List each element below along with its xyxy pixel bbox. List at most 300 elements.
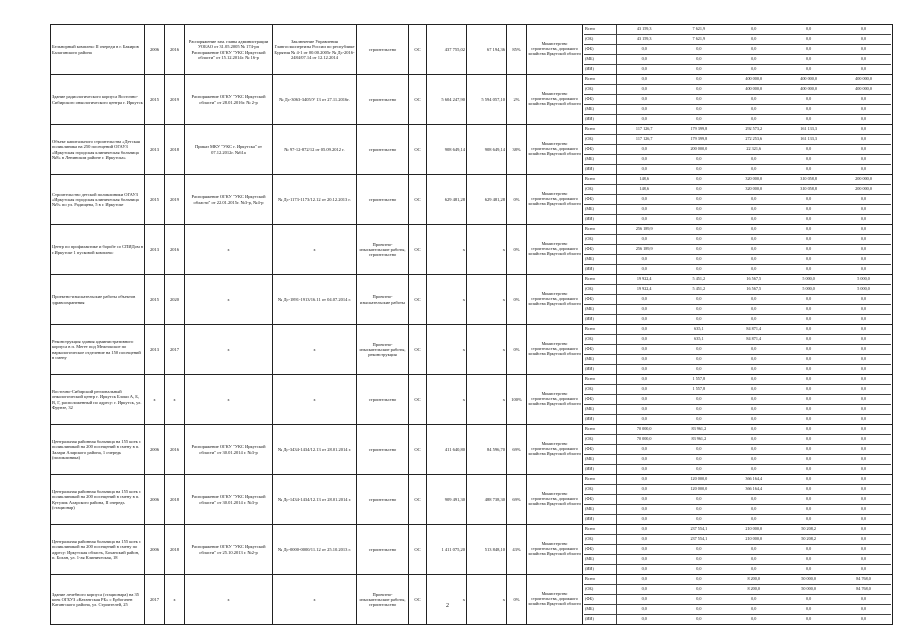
funding-row xyxy=(584,285,891,295)
expertise-cell: Заключение Управления Главгосэкспертизы России по республике Бурятия № 4-1 от 00.00.2005г № Дс-2016-2484/07.14 от 12.12.2014 xyxy=(273,25,357,75)
funding-value: 0,0 xyxy=(781,495,836,505)
funding-source-label: Всего xyxy=(584,425,617,435)
funding-value: 0,0 xyxy=(781,245,836,255)
funding-source-label: (ИИ) xyxy=(584,615,617,625)
work-type-cell: строительство xyxy=(357,525,409,575)
end-year-cell: 2018 xyxy=(165,525,185,575)
funding-breakdown-table xyxy=(584,525,891,574)
estimated-cost-cell: 5 604 247,90 xyxy=(427,75,467,125)
funding-value: 0,0 xyxy=(617,305,672,315)
funding-value: 5 451,2 xyxy=(671,285,726,295)
funding-value: 0,0 xyxy=(671,575,726,585)
funding-value: 256 189,9 xyxy=(617,245,672,255)
funding-value: 0,0 xyxy=(726,425,781,435)
funding-value: 16 567,5 xyxy=(726,285,781,295)
funding-value: 0,0 xyxy=(671,455,726,465)
funding-source-label: (ОБ) xyxy=(584,585,617,595)
expertise-cell: х xyxy=(273,575,357,625)
end-year-cell: 2016 xyxy=(165,425,185,475)
funding-value: 0,0 xyxy=(751,266,757,272)
funding-value: 0,0 xyxy=(726,345,781,355)
table-row xyxy=(51,25,893,75)
funding-value: 0,0 xyxy=(781,295,836,305)
funding-value: 7 621,9 xyxy=(671,25,726,35)
end-year-cell: 2019 xyxy=(165,175,185,225)
funding-source-label: (МБ) xyxy=(584,505,617,515)
start-year-cell: 2015 xyxy=(145,175,165,225)
funding-source-label: (ИИ) xyxy=(584,165,617,175)
funding-value: 0,0 xyxy=(836,535,891,545)
funding-source-label: (МБ) xyxy=(584,255,617,265)
funding-value: 400 000,0 xyxy=(781,85,836,95)
funding-row xyxy=(584,315,891,325)
funding-value: 200 000,0 xyxy=(836,185,891,195)
end-year-cell: 2018 xyxy=(165,475,185,525)
ownership-cell: ОС xyxy=(409,425,427,475)
funding-source-label: (ИИ) xyxy=(584,115,617,125)
funding-value: 0,0 xyxy=(860,466,867,472)
funding-value: 0,0 xyxy=(806,566,812,572)
funding-source-label: (ИИ) xyxy=(584,365,617,375)
funding-value: 0,0 xyxy=(726,95,781,105)
customer-cell: Министерство строительства, дорожного хозяйства Иркутской области xyxy=(527,275,583,325)
funding-row xyxy=(584,335,891,345)
funding-value: 0,0 xyxy=(617,325,672,335)
funding-value: 0,0 xyxy=(726,455,781,465)
funding-value: 0,0 xyxy=(617,75,672,85)
funding-breakdown-table xyxy=(584,175,891,224)
funding-value: 19 922,4 xyxy=(617,275,672,285)
funding-row xyxy=(584,175,891,185)
funding-value: 0,0 xyxy=(726,405,781,415)
funding-value: 0,0 xyxy=(836,405,891,415)
funding-value: 0,0 xyxy=(696,516,702,522)
ownership-cell: ОС xyxy=(409,25,427,75)
table-row xyxy=(51,175,893,225)
funding-value: 0,0 xyxy=(806,466,812,472)
funding-value: 0,0 xyxy=(751,166,757,172)
funding-value: 0,0 xyxy=(836,445,891,455)
funding-cell xyxy=(583,375,893,425)
remaining-cost-cell: х xyxy=(467,225,507,275)
funding-value: 0,0 xyxy=(806,166,812,172)
funding-row xyxy=(584,225,891,235)
work-type-cell: строительство xyxy=(357,125,409,175)
start-year-cell: х xyxy=(145,375,165,425)
funding-row xyxy=(584,115,891,125)
funding-value: 0,0 xyxy=(806,316,812,322)
funding-cell xyxy=(583,525,893,575)
funding-value: 0,0 xyxy=(860,516,867,522)
end-year-cell: 2017 xyxy=(165,325,185,375)
funding-value: 0,0 xyxy=(836,355,891,365)
funding-value: 8 200,0 xyxy=(726,575,781,585)
funding-source-label: (ФБ) xyxy=(584,95,617,105)
funding-source-label: (ОБ) xyxy=(584,135,617,145)
funding-value: 0,0 xyxy=(781,595,836,605)
funding-row xyxy=(584,435,891,445)
funding-value: 0,0 xyxy=(726,305,781,315)
funding-value: 179 399,8 xyxy=(671,135,726,145)
funding-cell xyxy=(583,125,893,175)
funding-value: 0,0 xyxy=(836,255,891,265)
work-type-cell: строительство xyxy=(357,425,409,475)
funding-row xyxy=(584,35,891,45)
readiness-percent-cell: 0% xyxy=(507,275,527,325)
funding-value: 0,0 xyxy=(671,585,726,595)
funding-value: 0,0 xyxy=(671,175,726,185)
remaining-cost-cell: 629 481,28 xyxy=(467,175,507,225)
funding-value: 0,0 xyxy=(806,616,812,622)
table-row xyxy=(51,125,893,175)
readiness-percent-cell: 2% xyxy=(507,75,527,125)
funding-value: 0,0 xyxy=(726,45,781,55)
funding-value: 0,0 xyxy=(806,116,812,122)
funding-row xyxy=(584,25,891,35)
funding-value: 7 621,9 xyxy=(671,35,726,45)
remaining-cost-cell: 84 596,70 xyxy=(467,425,507,475)
ownership-cell: ОС xyxy=(409,575,427,625)
work-type-cell: строительство xyxy=(357,175,409,225)
funding-row xyxy=(584,365,891,375)
funding-value: 0,0 xyxy=(836,485,891,495)
funding-value: 310 058,8 xyxy=(781,175,836,185)
funding-value: 0,0 xyxy=(836,345,891,355)
funding-value: 0,0 xyxy=(751,566,757,572)
funding-value: 0,0 xyxy=(836,145,891,155)
object-name-cell: Центр по профилактике и борьбе со СПИДом в г.Иркутске 1 пусковой комплекс xyxy=(51,225,145,275)
funding-row xyxy=(584,465,891,475)
funding-value: 0,0 xyxy=(696,216,702,222)
funding-value: 0,0 xyxy=(671,355,726,365)
funding-source-label: Всего xyxy=(584,75,617,85)
funding-row xyxy=(584,165,891,175)
estimated-cost-cell: х xyxy=(427,325,467,375)
customer-cell: Министерство строительства, дорожного хозяйства Иркутской области xyxy=(527,375,583,425)
funding-value: 0,0 xyxy=(781,55,836,65)
funding-value: 0,0 xyxy=(860,66,867,72)
funding-source-label: (ОБ) xyxy=(584,85,617,95)
funding-value: 0,0 xyxy=(836,495,891,505)
funding-source-label: (ОБ) xyxy=(584,235,617,245)
work-type-cell: Проектно-изыскательские работы, реконструкция xyxy=(357,325,409,375)
customer-cell: Министерство строительства, дорожного хозяйства Иркутской области xyxy=(527,425,583,475)
customer-cell: Министерство строительства, дорожного хозяйства Иркутской области xyxy=(527,325,583,375)
funding-value: 366 164,4 xyxy=(726,485,781,495)
funding-value: 0,0 xyxy=(641,416,647,422)
funding-value: 0,0 xyxy=(781,395,836,405)
funding-value: 5 000,0 xyxy=(836,275,891,285)
funding-value: 0,0 xyxy=(836,395,891,405)
object-name-cell: Здание лечебного корпуса (стационара) на 35 коек ОГБУЗ «Катангская РБ» с Ербогачен Катангского района, ул. Строителей, 25 xyxy=(51,575,145,625)
funding-row xyxy=(584,345,891,355)
funding-value: 0,0 xyxy=(781,455,836,465)
customer-cell: Министерство строительства, дорожного хозяйства Иркутской области xyxy=(527,75,583,125)
funding-value: 1 557,8 xyxy=(671,375,726,385)
funding-value: 272 253,6 xyxy=(726,135,781,145)
funding-value: 0,0 xyxy=(836,435,891,445)
start-year-cell: 2006 xyxy=(145,525,165,575)
funding-value: 0,0 xyxy=(671,195,726,205)
funding-cell xyxy=(583,25,893,75)
funding-value: 0,0 xyxy=(726,385,781,395)
funding-source-label: (МБ) xyxy=(584,55,617,65)
funding-value: 1 557,8 xyxy=(671,385,726,395)
table-row xyxy=(51,225,893,275)
funding-source-label: (ИИ) xyxy=(584,515,617,525)
funding-value: 0,0 xyxy=(696,116,702,122)
funding-source-label: Всего xyxy=(584,125,617,135)
funding-value: 0,0 xyxy=(617,445,672,455)
funding-value: 0,0 xyxy=(751,416,757,422)
funding-value: 0,0 xyxy=(696,366,702,372)
expertise-cell: № Дс-1173-1173/12.12 от 20.12.2013 г. xyxy=(273,175,357,225)
funding-value: 0,0 xyxy=(860,116,867,122)
ownership-cell: ОС xyxy=(409,125,427,175)
funding-breakdown-table xyxy=(584,325,891,374)
funding-row xyxy=(584,355,891,365)
funding-value: 43 159,3 xyxy=(617,25,672,35)
funding-cell xyxy=(583,425,893,475)
start-year-cell: 2013 xyxy=(145,325,165,375)
funding-source-label: (ФБ) xyxy=(584,395,617,405)
funding-row xyxy=(584,155,891,165)
funding-source-label: (ФБ) xyxy=(584,245,617,255)
funding-value: 366 164,4 xyxy=(726,475,781,485)
funding-value: 0,0 xyxy=(617,295,672,305)
funding-value: 0,0 xyxy=(751,66,757,72)
funding-value: 0,0 xyxy=(617,385,672,395)
funding-row xyxy=(584,135,891,145)
funding-value: 0,0 xyxy=(836,505,891,515)
work-type-cell: Проектно-изыскательские работы, строительство xyxy=(357,225,409,275)
funding-source-label: (МБ) xyxy=(584,155,617,165)
estimated-cost-cell: 437 755,02 xyxy=(427,25,467,75)
funding-source-label: (ИИ) xyxy=(584,65,617,75)
funding-value: 50 208,2 xyxy=(781,525,836,535)
funding-value: 237 554,1 xyxy=(671,535,726,545)
funding-source-label: (ИИ) xyxy=(584,215,617,225)
readiness-percent-cell: 38% xyxy=(507,125,527,175)
funding-value: 0,0 xyxy=(726,105,781,115)
start-year-cell: 2006 xyxy=(145,25,165,75)
funding-value: 0,0 xyxy=(617,255,672,265)
funding-value: 0,0 xyxy=(696,316,702,322)
funding-value: 0,0 xyxy=(836,135,891,145)
estimated-cost-cell: 908 649,14 xyxy=(427,125,467,175)
funding-value: 5 000,0 xyxy=(781,285,836,295)
funding-value: 22 321,6 xyxy=(726,145,781,155)
remaining-cost-cell: 5 594 057,10 xyxy=(467,75,507,125)
funding-value: 0,0 xyxy=(671,205,726,215)
funding-row xyxy=(584,495,891,505)
funding-value: 0,0 xyxy=(836,375,891,385)
funding-row xyxy=(584,105,891,115)
funding-value: 0,0 xyxy=(836,305,891,315)
funding-value: 0,0 xyxy=(617,555,672,565)
ownership-cell: ОС xyxy=(409,375,427,425)
customer-cell: Министерство строительства, дорожного хозяйства Иркутской области xyxy=(527,225,583,275)
funding-value: 0,0 xyxy=(617,495,672,505)
funding-value: 400 000,0 xyxy=(726,75,781,85)
decree-cell: х xyxy=(185,275,273,325)
funding-source-label: (ОБ) xyxy=(584,35,617,45)
funding-value: 0,0 xyxy=(781,385,836,395)
funding-value: 400 000,0 xyxy=(836,75,891,85)
funding-value: 0,0 xyxy=(696,66,702,72)
funding-value: 0,0 xyxy=(641,566,647,572)
customer-cell: Министерство строительства, дорожного хозяйства Иркутской области xyxy=(527,25,583,75)
funding-source-label: (ИИ) xyxy=(584,415,617,425)
funding-value: 0,0 xyxy=(726,255,781,265)
funding-value: 0,0 xyxy=(671,505,726,515)
funding-value: 310 058,8 xyxy=(781,185,836,195)
object-name-cell: Центральная районная больница на 155 коек с поликлиникой на 200 посещений в смену по адресу: Иркутская область, Боханский район, п. Бохан, ул. 1-ая Клиническая, 18 xyxy=(51,525,145,575)
funding-value: 83 961,2 xyxy=(671,435,726,445)
funding-source-label: Всего xyxy=(584,325,617,335)
funding-value: 0,0 xyxy=(860,416,867,422)
funding-value: 320 000,0 xyxy=(726,175,781,185)
funding-value: 635,1 xyxy=(671,325,726,335)
funding-source-label: (МБ) xyxy=(584,405,617,415)
funding-value: 0,0 xyxy=(806,66,812,72)
funding-value: 0,0 xyxy=(781,305,836,315)
funding-value: 0,0 xyxy=(781,425,836,435)
funding-value: 0,0 xyxy=(726,505,781,515)
funding-value: 0,0 xyxy=(617,335,672,345)
funding-value: 0,0 xyxy=(860,316,867,322)
object-name-cell: Строительство детской поликлиники ОГАУЗ «Иркутская городская клиническая больница №9» по ул. Радищева, 5 в г. Иркутске xyxy=(51,175,145,225)
funding-value: 0,0 xyxy=(617,205,672,215)
funding-value: 0,0 xyxy=(836,35,891,45)
decree-cell: Распоряжение зам. главы администрации УОБАО от 31.05.2005 № 174-рп Распоряжение ОГКУ "УКС Иркутской области" от 15.12.2014г. № 16-р xyxy=(185,25,273,75)
funding-source-label: (ФБ) xyxy=(584,495,617,505)
funding-source-label: (МБ) xyxy=(584,555,617,565)
funding-value: 0,0 xyxy=(836,455,891,465)
funding-row xyxy=(584,555,891,565)
decree-cell: х xyxy=(185,325,273,375)
funding-row xyxy=(584,425,891,435)
funding-value: 0,0 xyxy=(726,595,781,605)
funding-source-label: Всего xyxy=(584,225,617,235)
funding-value: 0,0 xyxy=(671,405,726,415)
funding-source-label: (МБ) xyxy=(584,355,617,365)
funding-value: 0,0 xyxy=(836,45,891,55)
funding-row xyxy=(584,245,891,255)
funding-value: 210 000,0 xyxy=(726,525,781,535)
funding-row xyxy=(584,585,891,595)
funding-source-label: (ФБ) xyxy=(584,195,617,205)
funding-source-label: (МБ) xyxy=(584,305,617,315)
funding-source-label: (ФБ) xyxy=(584,545,617,555)
funding-row xyxy=(584,265,891,275)
funding-row xyxy=(584,145,891,155)
funding-source-label: Всего xyxy=(584,525,617,535)
funding-value: 70 000,0 xyxy=(617,425,672,435)
funding-value: 0,0 xyxy=(806,266,812,272)
funding-row xyxy=(584,375,891,385)
funding-row xyxy=(584,405,891,415)
funding-value: 84 768,0 xyxy=(836,575,891,585)
funding-value: 84 768,0 xyxy=(836,585,891,595)
funding-value: 70 000,0 xyxy=(617,435,672,445)
funding-value: 200 000,0 xyxy=(836,175,891,185)
funding-value: 0,0 xyxy=(726,605,781,615)
ownership-cell: ОС xyxy=(409,275,427,325)
funding-value: 0,0 xyxy=(617,105,672,115)
funding-value: 0,0 xyxy=(726,155,781,165)
funding-value: 0,0 xyxy=(781,225,836,235)
funding-breakdown-table xyxy=(584,375,891,424)
funding-value: 0,0 xyxy=(671,605,726,615)
expertise-cell: № Дс-3434-1434/12.13 от 28.01.2014 г. xyxy=(273,425,357,475)
work-type-cell: Проектно-изыскательские работы xyxy=(357,275,409,325)
expertise-cell: № Дс-1434-1434/12.13 от 28.01.2014 г. xyxy=(273,475,357,525)
funding-value: 0,0 xyxy=(751,316,757,322)
funding-value: 0,0 xyxy=(781,485,836,495)
expertise-cell: х xyxy=(273,325,357,375)
work-type-cell: строительство xyxy=(357,375,409,425)
funding-value: 0,0 xyxy=(696,566,702,572)
funding-row xyxy=(584,325,891,335)
funding-value: 237 554,1 xyxy=(671,525,726,535)
start-year-cell: 2006 xyxy=(145,425,165,475)
funding-row xyxy=(584,485,891,495)
funding-row xyxy=(584,95,891,105)
funding-source-label: (МБ) xyxy=(584,205,617,215)
funding-value: 0,0 xyxy=(617,535,672,545)
funding-value: 0,0 xyxy=(641,66,647,72)
object-name-cell: Объект капитального строительства «Детская поликлиника на 250 посещений ОГАУЗ «Иркутская городская клиническая больница №8» в Ленинском районе г. Иркутска» xyxy=(51,125,145,175)
funding-value: 0,0 xyxy=(751,216,757,222)
funding-source-label: (ФБ) xyxy=(584,295,617,305)
funding-value: 0,0 xyxy=(617,345,672,355)
customer-cell: Министерство строительства, дорожного хозяйства Иркутской области xyxy=(527,575,583,625)
funding-value: 0,0 xyxy=(836,225,891,235)
funding-row xyxy=(584,65,891,75)
document-page xyxy=(50,24,892,625)
funding-value: 0,0 xyxy=(781,555,836,565)
funding-value: 0,0 xyxy=(671,105,726,115)
expertise-cell: № Дс-3063-3405/У 13 от 27.11.2016г. xyxy=(273,75,357,125)
object-name-cell: Бельнорный комплекс II очереди в г. Бакиров Балаганского района xyxy=(51,25,145,75)
funding-value: 161 133,3 xyxy=(781,135,836,145)
funding-source-label: (ИИ) xyxy=(584,265,617,275)
funding-value: 0,0 xyxy=(726,445,781,455)
funding-value: 5 000,0 xyxy=(836,285,891,295)
readiness-percent-cell: 0% xyxy=(507,175,527,225)
funding-value: 0,0 xyxy=(836,205,891,215)
object-name-cell: Центральная районная больница на 155 коек с поликлиникой на 200 посещений в смену в п. Залари Аларского района, 1 очередь (поликлиника) xyxy=(51,425,145,475)
funding-value: 210 000,0 xyxy=(726,535,781,545)
funding-value: 148,6 xyxy=(617,175,672,185)
funding-row xyxy=(584,275,891,285)
funding-value: 0,0 xyxy=(641,166,647,172)
decree-cell: Распоряжение ОГКУ "УКС Иркутской области" от 25.10.2013 г. №2-р xyxy=(185,525,273,575)
work-type-cell: Проектно-изыскательские работы, строительство xyxy=(357,575,409,625)
funding-value: 0,0 xyxy=(781,45,836,55)
funding-value: 43 159,3 xyxy=(617,35,672,45)
funding-value: 0,0 xyxy=(860,366,867,372)
funding-source-label: (ОБ) xyxy=(584,335,617,345)
funding-value: 0,0 xyxy=(781,375,836,385)
funding-row xyxy=(584,205,891,215)
funding-value: 0,0 xyxy=(781,25,836,35)
table-row xyxy=(51,275,893,325)
funding-cell xyxy=(583,75,893,125)
customer-cell: Министерство строительства, дорожного хозяйства Иркутской области xyxy=(527,125,583,175)
decree-cell: Распоряжение ОГКУ "УКС Иркутской области" от 28.01.2016г. № 2-р xyxy=(185,75,273,125)
